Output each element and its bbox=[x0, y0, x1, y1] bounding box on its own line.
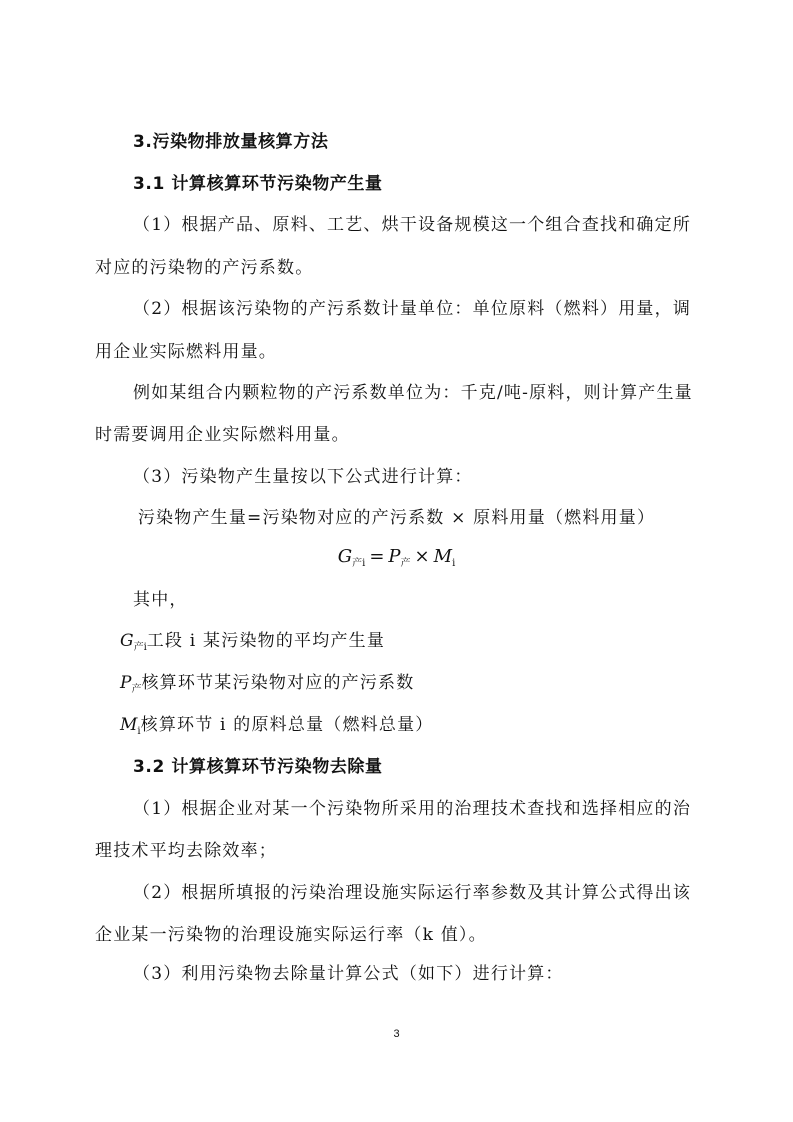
definition-var: P bbox=[120, 673, 132, 693]
definition-var: G bbox=[120, 631, 134, 651]
definition-text: 核算环节某污染物对应的产污系数 bbox=[141, 673, 415, 693]
paragraph-line: 时需要调用企业实际燃料用量。 bbox=[95, 425, 350, 445]
subsection-title-3-2: 3.2 计算核算环节污染物去除量 bbox=[133, 757, 383, 777]
formula-sub: 产 bbox=[400, 558, 411, 569]
paragraph-line: 理技术平均去除效率； bbox=[95, 841, 277, 861]
formula-var: P bbox=[388, 546, 401, 567]
page-number: 3 bbox=[393, 1028, 400, 1040]
definition-var: M bbox=[120, 715, 138, 735]
paragraph-line: （1）根据产品、原料、工艺、烘干设备规模这一个组合查找和确定所 bbox=[133, 215, 692, 235]
subsection-title-3-1: 3.1 计算核算环节污染物产生量 bbox=[133, 174, 383, 194]
paragraph-line: 对应的污染物的产污系数。 bbox=[95, 258, 314, 278]
definition-sub: 产 bbox=[131, 684, 142, 695]
formula-sub: 产i bbox=[352, 558, 366, 569]
paragraph-line: （2）根据该污染物的产污系数计量单位：单位原料（燃料）用量，调 bbox=[133, 299, 692, 319]
section-title: 3.污染物排放量核算方法 bbox=[133, 132, 329, 152]
formula bbox=[0, 546, 793, 575]
paragraph-line: 企业某一污染物的治理设施实际运行率（k 值）。 bbox=[95, 925, 487, 945]
formula-var: G bbox=[337, 546, 353, 567]
definition-sub: i bbox=[137, 726, 141, 737]
paragraph-line: 例如某组合内颗粒物的产污系数单位为：千克/吨-原料，则计算产生量 bbox=[133, 383, 693, 403]
definition-text: 工段 i 某污染物的平均产生量 bbox=[146, 631, 386, 651]
definition-line bbox=[120, 714, 433, 743]
formula-operator: × bbox=[414, 546, 430, 567]
definition-line bbox=[120, 672, 414, 701]
formula-operator: = bbox=[369, 546, 385, 567]
definition-sub: 产i bbox=[133, 642, 147, 653]
definition-line bbox=[120, 630, 385, 659]
paragraph-line: 用企业实际燃料用量。 bbox=[95, 342, 277, 362]
paragraph-line: （3）利用污染物去除量计算公式（如下）进行计算： bbox=[133, 964, 564, 984]
paragraph-line: （1）根据企业对某一个污染物所采用的治理技术查找和选择相应的治 bbox=[133, 799, 692, 819]
formula-sub: i bbox=[452, 558, 456, 569]
where-label: 其中， bbox=[133, 590, 188, 610]
formula-var: M bbox=[433, 546, 453, 567]
paragraph-line: （3）污染物产生量按以下公式进行计算： bbox=[133, 467, 473, 487]
paragraph-line: （2）根据所填报的污染治理设施实际运行率参数及其计算公式得出该 bbox=[133, 883, 692, 903]
definition-text: 核算环节 i 的原料总量（燃料总量） bbox=[140, 715, 434, 735]
formula-text: 污染物产生量=污染物对应的产污系数 × 原料用量（燃料用量） bbox=[137, 508, 656, 528]
